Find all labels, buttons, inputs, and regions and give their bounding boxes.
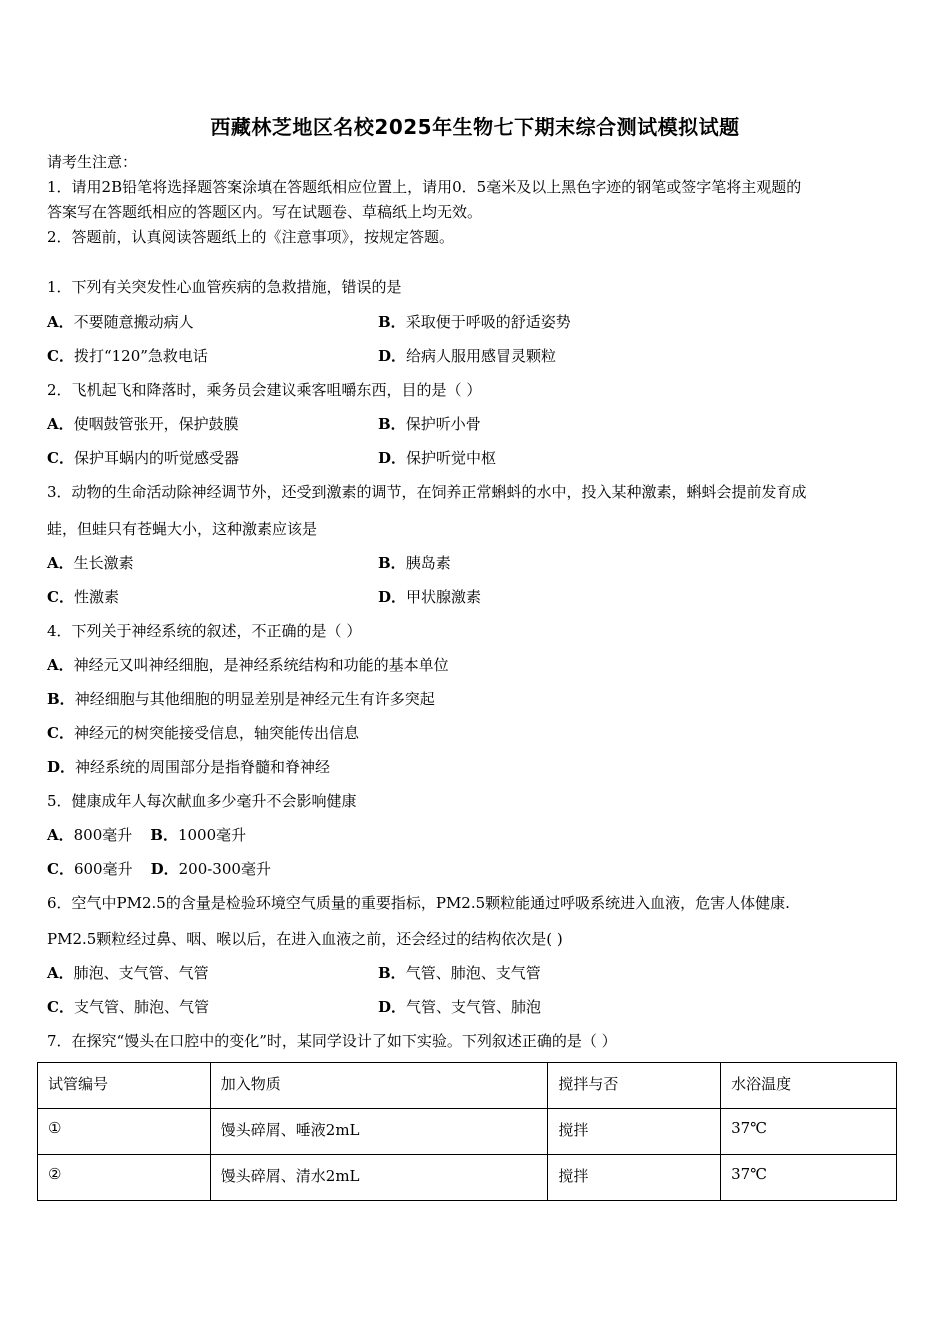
q6-option-d xyxy=(378,997,541,1017)
q3-option-a xyxy=(47,553,134,573)
option-text: 给病人服用感冒灵颗粒 xyxy=(406,347,557,365)
option-text: 800毫升 xyxy=(73,826,133,844)
notice-line-1b: 答案写在答题纸相应的答题区内。写在试题卷、草稿纸上均无效。 xyxy=(47,203,483,221)
table-cell: ① xyxy=(38,1109,211,1155)
notice-line-2: 2．答题前，认真阅读答题纸上的《注意事项》，按规定答题。 xyxy=(47,228,455,246)
option-label: C． xyxy=(47,588,74,606)
table-header-row xyxy=(38,1063,897,1109)
table-cell: 搅拌 xyxy=(548,1155,721,1201)
q2-option-a xyxy=(47,414,239,434)
table-cell: ② xyxy=(38,1155,211,1201)
q1-stem: 1．下列有关突发性心血管疾病的急救措施，错误的是 xyxy=(47,278,402,296)
option-label: C． xyxy=(47,449,74,467)
option-label: B． xyxy=(378,964,406,982)
option-label: D． xyxy=(47,758,76,776)
option-text: 使咽鼓管张开，保护鼓膜 xyxy=(73,415,239,433)
option-text: 神经细胞与其他细胞的明显差别是神经元生有许多突起 xyxy=(74,690,435,708)
table-row xyxy=(38,1155,897,1201)
q4-option-d xyxy=(47,757,330,777)
q6-option-b xyxy=(378,963,541,983)
table-row xyxy=(38,1109,897,1155)
notice-line-1: 1．请用2B铅笔将选择题答案涂填在答题纸相应位置上，请用0．5毫米及以上黑色字迹的钢笔或签字笔将主观题的 xyxy=(47,178,802,196)
table-cell: 馒头碎屑、清水2mL xyxy=(210,1155,548,1201)
q1-option-d xyxy=(378,346,556,366)
option-text: 气管、肺泡、支气管 xyxy=(405,964,541,982)
option-text: 保护听小骨 xyxy=(405,415,481,433)
option-label: C． xyxy=(47,998,74,1016)
q6-stem-2: PM2.5颗粒经过鼻、咽、喉以后，在进入血液之前，还会经过的结构依次是( ) xyxy=(47,930,563,948)
option-text: 200-300毫升 xyxy=(178,860,271,878)
option-label: D． xyxy=(150,860,179,878)
table-cell: 搅拌 xyxy=(548,1109,721,1155)
q2-option-c xyxy=(47,448,239,468)
q1-option-b xyxy=(378,312,571,332)
q3-option-d xyxy=(378,587,481,607)
option-text: 保护听觉中枢 xyxy=(406,449,497,467)
option-label: A． xyxy=(47,826,74,844)
q5-stem: 5．健康成年人每次献血多少毫升不会影响健康 xyxy=(47,792,357,810)
page-title: 西藏林芝地区名校2025年生物七下期末综合测试模拟试题 xyxy=(210,115,740,139)
q2-option-b xyxy=(378,414,481,434)
option-text: 生长激素 xyxy=(73,554,134,572)
table-cell: 37℃ xyxy=(721,1109,897,1155)
option-label: D． xyxy=(378,588,407,606)
option-label: D． xyxy=(378,449,407,467)
table-header-cell: 加入物质 xyxy=(210,1063,548,1109)
option-label: C． xyxy=(47,860,74,878)
q4-stem: 4．下列关于神经系统的叙述，不正确的是（ ） xyxy=(47,622,362,640)
q4-option-a xyxy=(47,655,449,675)
q6-option-c xyxy=(47,997,209,1017)
q6-option-a xyxy=(47,963,209,983)
option-text: 采取便于呼吸的舒适姿势 xyxy=(405,313,571,331)
option-label: D． xyxy=(378,998,407,1016)
option-label: B． xyxy=(378,554,406,572)
option-label: A． xyxy=(47,656,74,674)
q2-stem: 2．飞机起飞和降落时，乘务员会建议乘客咀嚼东西，目的是（ ） xyxy=(47,381,482,399)
option-text: 性激素 xyxy=(73,588,119,606)
q4-option-b xyxy=(47,689,435,709)
option-label: A． xyxy=(47,554,74,572)
option-label: A． xyxy=(47,313,74,331)
option-text: 支气管、肺泡、气管 xyxy=(73,998,209,1016)
option-label: B． xyxy=(378,415,406,433)
option-label: B． xyxy=(378,313,406,331)
option-text: 胰岛素 xyxy=(405,554,451,572)
q7-stem: 7．在探究“馒头在口腔中的变化”时，某同学设计了如下实验。下列叙述正确的是（ ） xyxy=(47,1032,617,1050)
table-header-cell: 试管编号 xyxy=(38,1063,211,1109)
option-label: C． xyxy=(47,347,74,365)
table-header-cell: 搅拌与否 xyxy=(548,1063,721,1109)
q4-option-c xyxy=(47,723,359,743)
q1-option-a xyxy=(47,312,194,332)
option-text: 肺泡、支气管、气管 xyxy=(73,964,209,982)
option-text: 甲状腺激素 xyxy=(406,588,482,606)
option-label: D． xyxy=(378,347,407,365)
notice-heading: 请考生注意： xyxy=(47,153,138,171)
option-text: 600毫升 xyxy=(73,860,133,878)
option-label: B． xyxy=(47,690,75,708)
option-text: 神经系统的周围部分是指脊髓和脊神经 xyxy=(75,758,331,776)
q5-option-row-2 xyxy=(47,859,271,879)
q3-stem: 3．动物的生命活动除神经调节外，还受到激素的调节，在饲养正常蝌蚪的水中，投入某种激素，蝌蚪会提前发育成 xyxy=(47,483,807,501)
option-text: 保护耳蜗内的听觉感受器 xyxy=(73,449,239,467)
option-label: A． xyxy=(47,415,74,433)
experiment-table xyxy=(37,1062,897,1201)
option-text: 不要随意搬动病人 xyxy=(73,313,194,331)
option-text: 1000毫升 xyxy=(177,826,247,844)
q2-option-d xyxy=(378,448,496,468)
option-text: 拨打“120”急救电话 xyxy=(73,347,208,365)
table-cell: 37℃ xyxy=(721,1155,897,1201)
q1-option-c xyxy=(47,346,208,366)
table-cell: 馒头碎屑、唾液2mL xyxy=(210,1109,548,1155)
q3-stem-2: 蛙，但蛙只有苍蝇大小，这种激素应该是 xyxy=(47,520,318,538)
table-header-cell: 水浴温度 xyxy=(721,1063,897,1109)
option-label: B． xyxy=(150,826,178,844)
q3-option-c xyxy=(47,587,119,607)
q6-stem: 6．空气中PM2.5的含量是检验环境空气质量的重要指标，PM2.5颗粒能通过呼吸系统进入血液，危害人体健康. xyxy=(47,894,790,912)
q5-option-row-1 xyxy=(47,825,246,845)
q3-option-b xyxy=(378,553,451,573)
option-text: 神经元的树突能接受信息，轴突能传出信息 xyxy=(73,724,359,742)
option-text: 神经元又叫神经细胞，是神经系统结构和功能的基本单位 xyxy=(73,656,449,674)
option-label: A． xyxy=(47,964,74,982)
option-label: C． xyxy=(47,724,74,742)
option-text: 气管、支气管、肺泡 xyxy=(406,998,542,1016)
